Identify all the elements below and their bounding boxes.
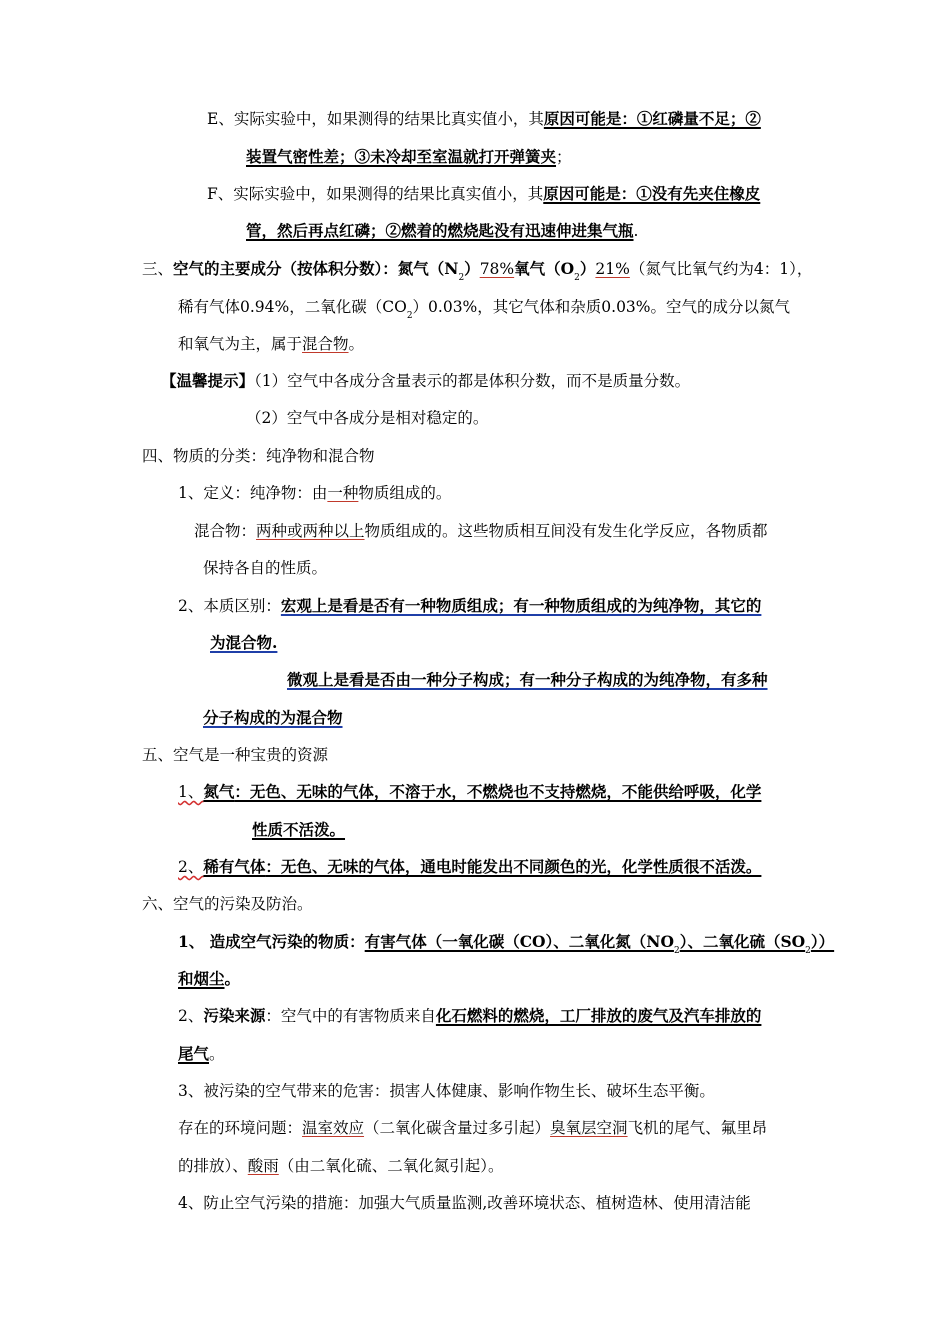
item-f-line1: [207, 184, 760, 204]
bold-text: ：无色、无味的气体，通电时能发出不同颜色的光，化学性质很不活泼。: [265, 857, 762, 876]
tip-label: 【温馨提示】: [161, 371, 255, 390]
bold-text: 为混合物.: [210, 633, 278, 652]
text: .: [633, 222, 639, 240]
text: （1）空气中各成分含量表示的都是体积分数，而不是质量分数。: [254, 372, 691, 390]
bold-text: 性质不活泼。: [252, 820, 346, 839]
text: （2）空气中各成分是相对稳定的。: [246, 409, 489, 427]
underlined-text: 一种: [327, 484, 359, 502]
text: ）0.03%，其它气体和杂质0.03%。空气的成分以氮气: [412, 298, 791, 316]
text: 稀有气体0.94%，二氧化碳（CO: [178, 298, 407, 316]
bold-text: 氮气: [203, 782, 235, 801]
section-4-heading: [142, 446, 375, 466]
bold-text: 污染来源: [203, 1006, 266, 1025]
section-4-mixture-line2: [203, 558, 327, 578]
section-4-difference-line1: [178, 596, 761, 616]
bold-text: 1、 造成空气污染的物质：: [178, 932, 365, 951]
text: 飞机的尾气、氟里昂: [627, 1119, 768, 1137]
bold-text: ））: [810, 932, 835, 951]
subscript: 2: [574, 273, 580, 283]
section-6-harms: [178, 1081, 715, 1101]
section-6-sources-line1: [178, 1006, 761, 1026]
underlined-value: 21%: [595, 260, 630, 278]
text: 。: [209, 1045, 225, 1063]
bold-text: 管，然后再点红磷；②燃着的燃烧匙没有迅速伸进集气瓶: [246, 221, 634, 240]
section-3-line2: [178, 297, 791, 321]
item-e-line2: [246, 147, 572, 167]
subscript: 2: [673, 946, 680, 956]
underlined-text: 两种或两种以上: [256, 522, 365, 540]
text: 2、: [178, 1007, 204, 1025]
bold-text: 。: [224, 969, 241, 988]
text: 混合物：: [194, 522, 257, 540]
section-5-noble-gas: [178, 857, 761, 877]
text: 。: [348, 335, 365, 353]
text: （二氧化碳含量过多引起）: [364, 1119, 551, 1137]
section-6-env-line2: [178, 1156, 504, 1176]
section-5-nitrogen-line1: [178, 782, 761, 802]
section-6-heading: [142, 894, 313, 914]
text: 物质组成的。: [358, 484, 452, 502]
underlined-value: 78%: [479, 260, 515, 278]
text: 四、物质的分类：纯净物和混合物: [142, 447, 375, 465]
section-6-env-line1: [178, 1118, 767, 1138]
section-4-definition: [178, 483, 451, 503]
section-5-nitrogen-line2: [252, 820, 345, 840]
text: E、实际实验中，如果测得的结果比真实值小，其: [207, 110, 544, 128]
text: 2、本质区别：: [178, 597, 281, 615]
section-6-pollutants-line2: [178, 969, 240, 989]
bold-text: 原因可能是：①没有先夹住橡皮: [543, 184, 761, 203]
underlined-text: 酸雨: [247, 1157, 279, 1175]
section-4-mixture-line1: [194, 521, 768, 541]
bold-text: 稀有气体: [203, 857, 266, 876]
bold-text: 原因可能是：①红磷量不足；②: [543, 109, 761, 128]
section-3-line3: [178, 334, 364, 354]
text: ；: [556, 148, 572, 166]
underlined-text: 温室效应: [302, 1119, 365, 1137]
tip-line2: [246, 408, 488, 428]
subscript: 2: [805, 946, 811, 956]
underlined-text: 混合物: [302, 335, 349, 353]
section-6-pollutants-line1: [178, 932, 835, 956]
item-f-line2: [246, 221, 638, 241]
section-4-micro-line2: [203, 708, 343, 728]
section-3-heading: [142, 259, 813, 283]
text: 六、空气的污染及防治。: [142, 895, 313, 913]
text: 1、: [178, 783, 204, 801]
bold-text: ）、二氧化硫（SO: [679, 932, 806, 951]
underlined-text: 臭氧层空洞: [550, 1119, 628, 1137]
section-6-sources-line2: [178, 1044, 225, 1064]
text: F、实际实验中，如果测得的结果比真实值小，其: [207, 185, 544, 203]
bold-text: ）: [464, 259, 480, 278]
bold-text: 化石燃料的燃烧，工厂排放的废气及汽车排放的: [435, 1006, 762, 1025]
bold-text: 空气的主要成分（按体积分数）：氮气（N: [173, 259, 459, 278]
bold-text: 宏观上是看是否有一种物质组成；有一种物质组成的为纯净物，其它的: [280, 596, 762, 615]
bold-text: 微观上是看是否由一种分子构成；有一种分子构成的为纯净物，有多种: [287, 670, 768, 689]
text: （氮气比氧气约为4：1），: [629, 260, 813, 278]
subscript: 2: [458, 273, 465, 283]
item-e-line1: [207, 109, 761, 129]
bold-text: 和烟尘: [178, 969, 225, 988]
text: 五、空气是一种宝贵的资源: [142, 746, 329, 764]
text: （由二氧化硫、二氧化氮引起）。: [278, 1157, 504, 1175]
text: 3、被污染的空气带来的危害：损害人体健康、影响作物生长、破坏生态平衡。: [178, 1082, 715, 1100]
bold-text: ：无色、无味的气体，不溶于水，不燃烧也不支持燃烧，不能供给呼吸，化学: [234, 782, 762, 801]
section-6-measures: [178, 1193, 751, 1213]
text: 和氧气为主，属于: [178, 335, 303, 353]
bold-text: 有害气体（一氧化碳（CO）、二氧化氮（NO: [364, 932, 674, 951]
subscript: 2: [406, 311, 413, 321]
text: 保持各自的性质。: [203, 559, 328, 577]
section-4-micro-line1: [287, 670, 768, 690]
bold-text: ）: [579, 259, 596, 278]
text: 的排放）、: [178, 1157, 248, 1175]
bold-text: 装置气密性差；③未冷却至室温就打开弹簧夹: [246, 147, 557, 166]
text: 2、: [178, 858, 204, 876]
text: ：空气中的有害物质来自: [265, 1007, 436, 1025]
text: 1、定义：纯净物：由: [178, 484, 328, 502]
section-5-heading: [142, 745, 328, 765]
section-4-difference-line2: [210, 633, 277, 653]
bold-text: 氧气（O: [514, 259, 575, 278]
section-number: 三、: [142, 260, 174, 278]
bold-text: 分子构成的为混合物: [203, 708, 343, 727]
text: 物质组成的。这些物质相互间没有发生化学反应，各物质都: [364, 522, 768, 540]
text: 4、防止空气污染的措施：加强大气质量监测,改善环境状态、植树造林、使用清洁能: [178, 1194, 751, 1212]
bold-text: 尾气: [178, 1044, 210, 1063]
tip-line1: [161, 371, 690, 391]
text: 存在的环境问题：: [178, 1119, 303, 1137]
